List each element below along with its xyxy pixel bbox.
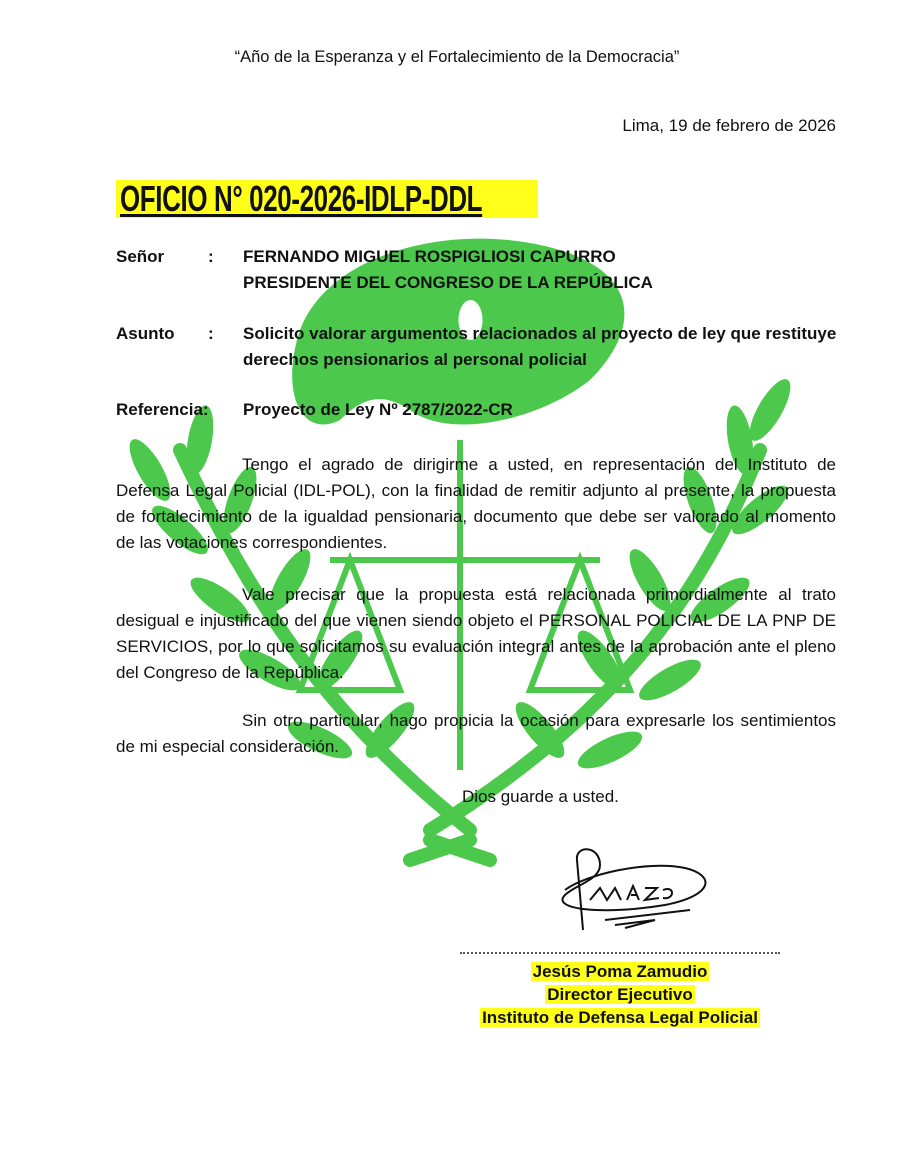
signer-organization: Instituto de Defensa Legal Policial: [482, 1008, 758, 1027]
reference-text: Proyecto de Ley Nº 2787/2022-CR: [243, 400, 513, 419]
document-date: Lima, 19 de febrero de 2026: [622, 116, 836, 135]
oficio-number: OFICIO N° 020-2026-IDLP-DDL: [120, 178, 483, 219]
reference-row: [116, 397, 836, 423]
recipient-row: [116, 244, 836, 296]
referencia-label: Referencia:: [116, 400, 209, 419]
subject-row: [116, 321, 836, 373]
recipient-name: FERNANDO MIGUEL ROSPIGLIOSI CAPURRO: [243, 247, 616, 266]
handwritten-signature: [545, 840, 725, 940]
closing-text: Dios guarde a usted.: [462, 787, 619, 806]
signer-name: Jesús Poma Zamudio: [532, 962, 708, 981]
body-paragraph: Vale precisar que la propuesta está relacionada primordialmente al trato desigual e injustificado del que vienen siendo objeto el PERSONAL POLICIAL DE LA PNP DE SERVICIOS, por lo que solicitamos su evaluación integral antes de la aprobación ante el pleno del Congreso de la República.: [116, 585, 836, 682]
colon: :: [208, 324, 214, 343]
document-title: [116, 180, 538, 218]
signature-line: [460, 952, 780, 954]
signer-position: Director Ejecutivo: [547, 985, 693, 1004]
body-paragraph: Tengo el agrado de dirigirme a usted, en representación del Instituto de Defensa Legal Policial (IDL-POL), con la finalidad de remitir adjunto al presente, la propuesta de fortalecimiento de la igualdad pensionaria, documento que debe ser valorado al momento de las votaciones correspondientes.: [116, 455, 836, 552]
senor-label: Señor: [116, 247, 165, 266]
body-paragraph: Sin otro particular, hago propicia la ocasión para expresarle los sentimientos de mi especial consideración.: [116, 711, 836, 756]
colon: :: [208, 247, 214, 266]
subject-text: Solicito valorar argumentos relacionados al proyecto de ley que restituye derechos pensionarios al personal policial: [243, 324, 837, 369]
year-motto: “Año de la Esperanza y el Fortalecimiento de la Democracia”: [234, 48, 680, 66]
signature-block: [440, 960, 800, 1029]
asunto-label: Asunto: [116, 324, 175, 343]
recipient-value: [243, 244, 843, 296]
recipient-position: PRESIDENTE DEL CONGRESO DE LA REPÚBLICA: [243, 273, 653, 292]
